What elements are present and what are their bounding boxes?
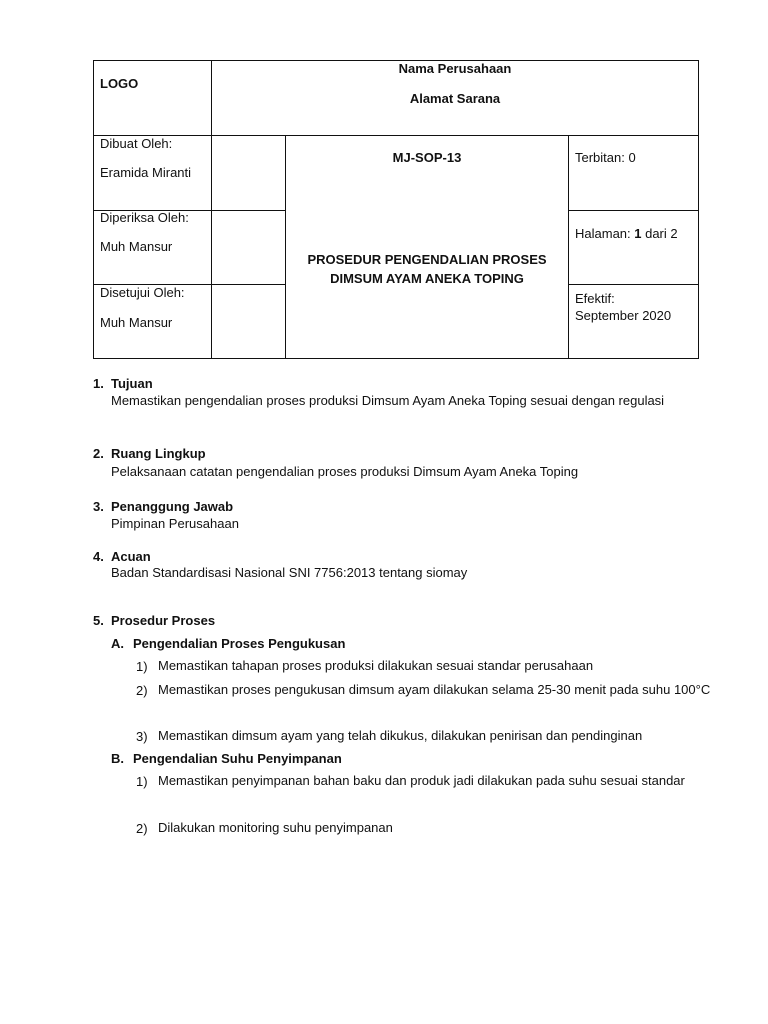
section-text: Pimpinan Perusahaan <box>111 516 239 531</box>
list-item-number: 1) <box>136 774 148 789</box>
table-border-bottom <box>93 358 699 359</box>
company-name: Nama Perusahaan <box>398 61 512 76</box>
section-text: Pelaksanaan catatan pengendalian proses produksi Dimsum Ayam Aneka Toping <box>111 464 579 479</box>
page-info <box>575 226 678 242</box>
table-rule-col3 <box>568 135 569 359</box>
list-item-number: 2) <box>136 683 148 698</box>
page-info-suffix: dari 2 <box>641 226 678 241</box>
company-address: Alamat Sarana <box>409 91 501 106</box>
page-current: 1 <box>634 226 642 241</box>
table-rule-row3-right <box>568 284 699 285</box>
list-item-number: 2) <box>136 821 148 836</box>
list-item-number: 1) <box>136 659 148 674</box>
table-rule-row1 <box>93 135 699 136</box>
section-text: Badan Standardisasi Nasional SNI 7756:2013 tentang siomay <box>111 565 468 580</box>
section-number: 1. <box>93 376 104 391</box>
section-title: Ruang Lingkup <box>111 446 206 461</box>
section-number: 4. <box>93 549 104 564</box>
list-item: Memastikan dimsum ayam yang telah dikukus, dilakukan penirisan dan pendinginan <box>158 728 643 743</box>
section-title: Penanggung Jawab <box>111 499 234 514</box>
subsection-title: Pengendalian Suhu Penyimpanan <box>133 751 342 766</box>
list-item-number: 3) <box>136 729 148 744</box>
made-by-name: Eramida Miranti <box>100 165 192 180</box>
section-number: 3. <box>93 499 104 514</box>
list-item: Memastikan tahapan proses produksi dilakukan sesuai standar perusahaan <box>158 658 594 673</box>
document-code: MJ-SOP-13 <box>392 150 462 165</box>
approved-by-name: Muh Mansur <box>100 315 173 330</box>
effective-date: September 2020 <box>575 308 672 323</box>
approved-by-label: Disetujui Oleh: <box>100 285 185 300</box>
checked-by-name: Muh Mansur <box>100 239 173 254</box>
list-item: Memastikan proses pengukusan dimsum ayam dilakukan selama 25-30 menit pada suhu 100°C <box>158 682 711 697</box>
list-item: Memastikan penyimpanan bahan baku dan produk jadi dilakukan pada suhu sesuai standar <box>158 773 685 788</box>
document-title-line1: PROSEDUR PENGENDALIAN PROSES <box>307 252 547 267</box>
subsection-letter: B. <box>111 751 124 766</box>
section-title: Acuan <box>111 549 151 564</box>
section-number: 2. <box>93 446 104 461</box>
table-rule-col2 <box>285 135 286 359</box>
section-number: 5. <box>93 613 104 628</box>
list-item: Dilakukan monitoring suhu penyimpanan <box>158 820 393 835</box>
checked-by-label: Diperiksa Oleh: <box>100 210 189 225</box>
section-text: Memastikan pengendalian proses produksi Dimsum Ayam Aneka Toping sesuai dengan regulasi <box>111 393 665 408</box>
logo-placeholder: LOGO <box>100 76 139 91</box>
made-by-label: Dibuat Oleh: <box>100 136 173 151</box>
subsection-letter: A. <box>111 636 124 651</box>
effective-label: Efektif: <box>575 291 615 306</box>
section-title: Prosedur Proses <box>111 613 216 628</box>
page-info-prefix: Halaman: <box>575 226 635 241</box>
table-rule-row2-right <box>568 210 699 211</box>
subsection-title: Pengendalian Proses Pengukusan <box>133 636 346 651</box>
issue-number: Terbitan: 0 <box>575 150 636 165</box>
section-title: Tujuan <box>111 376 153 391</box>
document-title-line2: DIMSUM AYAM ANEKA TOPING <box>330 271 524 286</box>
